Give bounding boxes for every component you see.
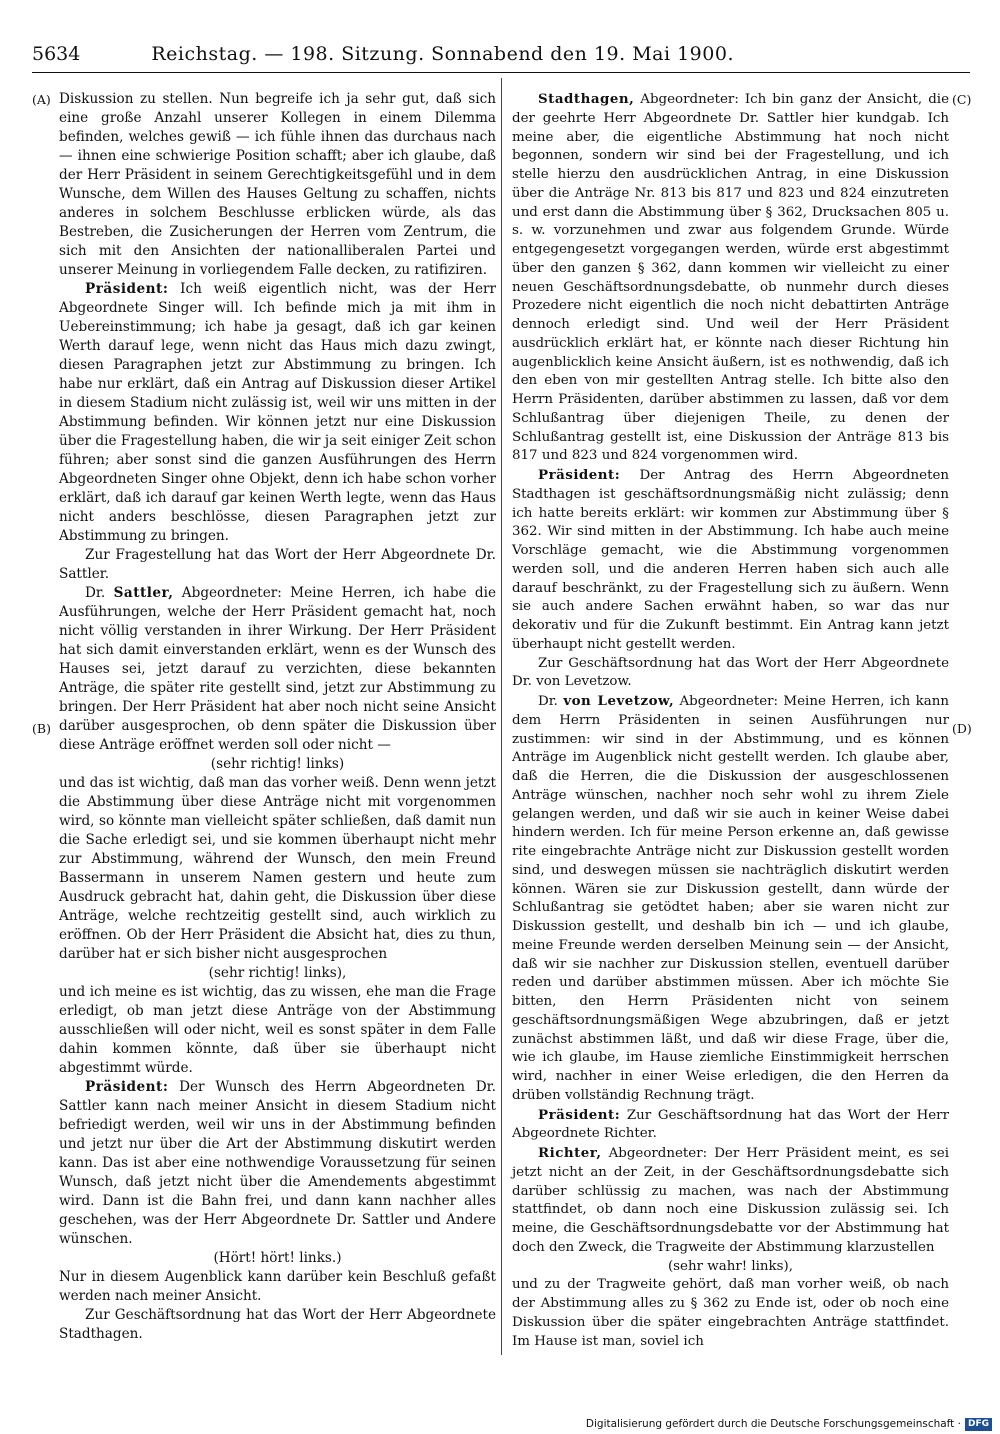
margin-marker-b: (B) xyxy=(32,721,51,736)
speaker-name: Präsident: xyxy=(85,1079,169,1095)
column-divider xyxy=(501,78,502,1355)
interjection: (sehr wahr! links), xyxy=(667,1258,794,1274)
speaker-name: Präsident: xyxy=(85,281,169,297)
margin-marker-c: (C) xyxy=(952,92,972,107)
speaker-name: von Levetzow, xyxy=(563,693,675,709)
paragraph: Zur Fragestellung hat das Wort der Herr Abgeordnete Dr. Sattler. xyxy=(59,547,496,582)
paragraph xyxy=(512,1144,949,1258)
paragraph xyxy=(59,584,496,755)
speaker-title: Dr. xyxy=(538,694,564,709)
speaker-name: Stadthagen, xyxy=(538,91,635,107)
left-column xyxy=(59,90,496,1344)
interjection: (sehr richtig! links), xyxy=(208,965,347,981)
speaker-title: Dr. xyxy=(85,585,114,601)
paragraph xyxy=(59,1078,496,1249)
interjection: (sehr richtig! links) xyxy=(210,756,345,772)
speaker-name: Richter, xyxy=(538,1145,602,1161)
paragraph: Zur Geschäftsordnung hat das Wort der Herr Abgeordnete Stadthagen. xyxy=(59,1307,496,1342)
page-number: 5634 xyxy=(32,43,81,65)
speech-text: Abgeordneter: Meine Herren, ich kann dem Herrn Präsidenten in seinen Ausführungen nur zustimmen: wir sind in der Abstimmung, und es können Anträge im Augenblick nicht gestellt werden. Ich glaube aber, daß die Herren, die die Diskussion der ausgeschlossenen Anträge wünschen, nachher noch sehr wohl zu ihrem Ziele gelangen werden, und daß wir sie auch in keiner Weise dabei hindern werden. Ich für meine Person erkenne an, daß gewisse rite eingebrachte Anträge nicht zur Diskussion gestellt worden sind, und deswegen müssen sie nachträglich diskutirt werden können. Wären sie zur Diskussion gestellt, dann würde der Schlußantrag sie getödtet haben; aber sie waren nicht zur Diskussion gestellt, und deshalb bin ich — und ich glaube, meine Freunde werden derselben Meinung sein — der Ansicht, daß wir sie nachher zur Diskussion stellen, eventuell darüber reden und darüber abstimmen müssen. Aber ich möchte Sie bitten, den Herrn Präsidenten nicht von seinem geschäftsordnungsmäßigen Wege abzubringen, daß er jetzt zunächst abstimmen läßt, und daß wir diese Frage, über die, wie ich glaube, im Hause ziemliche Einstimmigkeit herrschen wird, nachher in einer Weise erledigen, die den Herren da drüben vollständig Rechnung trägt. xyxy=(512,694,949,1103)
speech-text: Abgeordneter: Der Herr Präsident meint, es sei jetzt nicht an der Zeit, in der Geschäftsordnungsdebatte sich darüber schlüssig zu machen, was nach der Abstimmung stattfindet, ob dann noch eine Diskussion zulässig sei. Ich meine, die Geschäftsordnungsdebatte vor der Abstimmung hat doch den Zweck, die Tragweite der Abstimmung klarzustellen xyxy=(512,1146,949,1255)
page-header xyxy=(32,40,734,68)
interjection: (Hört! hört! links.) xyxy=(213,1250,342,1266)
paragraph: Zur Geschäftsordnung hat das Wort der Herr Abgeordnete Dr. von Levetzow. xyxy=(512,655,949,690)
paragraph xyxy=(512,466,949,655)
paragraph xyxy=(512,1106,949,1145)
dfg-logo: DFG xyxy=(965,1418,992,1431)
margin-marker-a: (A) xyxy=(32,92,51,107)
speech-text: Abgeordneter: Meine Herren, ich habe die Ausführungen, welche der Herr Präsident gemacht hat, noch nicht völlig verstanden in ihrer Wirkung. Der Herr Präsident hat sich damit einverstanden erklärt, wenn es der Wunsch des Hauses sei, jetzt darauf zu verzichten, diese bekannten Anträge, die später rite gestellt sind, jetzt zur Abstimmung zu bringen. Der Herr Präsident hat aber noch nicht seine Ansicht darüber ausgesprochen, ob denn später die Diskussion über diese Anträge eröffnet werden soll oder nicht — xyxy=(59,585,497,753)
paragraph: und das ist wichtig, daß man das vorher weiß. Denn wenn jetzt die Abstimmung über diese Anträge nicht mit vorgenommen wird, so könnte man vielleicht später schließen, daß damit nun die Sache erledigt sei, und sie kommen überhaupt nicht mehr zur Abstimmung, während der Wunsch, den mein Freund Bassermann in unserem Namen gestern und heute zum Ausdruck gebracht hat, dahin geht, die Diskussion über diese Anträge, welche rechtzeitig gestellt sind, auch wirklich zu eröffnen. Ob der Herr Präsident die Absicht hat, dies zu thun, darüber hat er sich bisher nicht ausgesprochen xyxy=(59,775,496,962)
speaker-name: Präsident: xyxy=(538,467,621,483)
speaker-name: Sattler, xyxy=(113,585,174,601)
right-column xyxy=(512,90,949,1351)
header-rule xyxy=(32,72,970,73)
paragraph: Nur in diesem Augenblick kann darüber kein Beschluß gefaßt werden nach meiner Ansicht. xyxy=(59,1269,496,1304)
footer-text: Digitalisierung gefördert durch die Deutsche Forschungsgemeinschaft · xyxy=(585,1418,961,1430)
speech-text: Zur Geschäftsordnung hat das Wort der Herr Abgeordnete Richter. xyxy=(512,1107,949,1142)
speech-text: Ich weiß eigentlich nicht, was der Herr Abgeordnete Singer will. Ich befinde mich ja mit ihm in Uebereinstimmung; ich habe ja gesagt, daß ich gar keinen Werth darauf lege, wenn nicht das Haus mich dazu zwingt, diesen Paragraphen jetzt zur Abstimmung zu bringen. Ich habe nur erklärt, daß ein Antrag auf Diskussion dieser Artikel in diesem Stadium nicht zulässig ist, weil wir uns mitten in der Abstimmung befinden. Wir können jetzt nur eine Diskussion über die Fragestellung haben, die wir ja seit einiger Zeit schon führen; aber sonst sind die ganzen Ausführungen des Herrn Abgeordneten Singer ohne Objekt, denn ich habe schon vorher erklärt, daß ich darauf gar keinen Werth legte, wenn das Haus nicht anders beschlösse, diesen Paragraphen jetzt zur Abstimmung zu bringen. xyxy=(59,281,496,544)
speech-text: Abgeordneter: Ich bin ganz der Ansicht, die der geehrte Herr Abgeordnete Dr. Sattler hier kundgab. Ich meine aber, die eigentliche Abstimmung hat noch nicht begonnen, sondern wir sind bei der Fragestellung, und ich stelle hierzu den ausdrücklichen Antrag, in eine Diskussion über die Anträge Nr. 813 bis 817 und 823 und 824 einzutreten und erst dann die Abstimmung über § 362, Drucksachen 805 u. s. w. vorzunehmen und zwar aus folgendem Grunde. Würde entgegengesetzt vorgegangen werden, würde erst abgestimmt über den ganzen § 362, dann kommen wir vielleicht zu einer neuen Geschäftsordnungsdebatte, ob nunmehr durch dieses Prozedere nicht eigentlich die noch nicht debattirten Anträge dennoch erledigt sind. Und weil der Herr Präsident ausdrücklich erklärt hat, er könnte nach dieser Richtung hin augenblicklich keine Ansicht äußern, ist es nothwendig, daß ich den eben von mir gestellten Antrag stelle. Ich bitte also den Herrn Präsidenten, darüber abstimmen zu lassen, daß vor dem Schlußantrag über diejenigen Theile, zu denen der Schlußantrag gestellt ist, eine Diskussion der Anträge 813 bis 817 und 823 und 824 vorgenommen wird. xyxy=(512,92,949,464)
paragraph xyxy=(512,90,949,466)
margin-marker-d: (D) xyxy=(952,721,972,736)
paragraph: und ich meine es ist wichtig, das zu wissen, ehe man die Frage erledigt, ob man jetzt diese Anträge von der Abstimmung ausschließen will oder nicht, weil es sonst später in dem Falle dahin kommen könnte, daß über sie überhaupt nicht abgestimmt würde. xyxy=(59,984,496,1076)
speech-text: Der Wunsch des Herrn Abgeordneten Dr. Sattler kann nach meiner Ansicht in diesem Stadium nicht befriedigt werden, weil wir uns in der Abstimmung befinden und jetzt nur über die Art der Abstimmung diskutirt werden kann. Das ist aber eine nothwendige Voraussetzung für seinen Wunsch, daß jetzt nicht über die Amendements abgestimmt wird. Dann ist die Bahn frei, und dann kann nachher alles geschehen, was der Herr Abgeordnete Dr. Sattler und Andere wünschen. xyxy=(59,1079,496,1247)
speaker-name: Präsident: xyxy=(538,1106,621,1123)
paragraph xyxy=(59,280,496,546)
funding-footer xyxy=(586,1417,992,1431)
paragraph xyxy=(512,692,949,1106)
page-title: Reichstag. — 198. Sitzung. Sonnabend den 19. Mai 1900. xyxy=(151,43,734,65)
speech-text: Der Antrag des Herrn Abgeordneten Stadthagen ist geschäftsordnungsmäßig nicht zulässig; denn ich hatte bereits erklärt: wir kommen zur Abstimmung über § 362. Wir sind mitten in der Abstimmung. Ich habe auch meine Vorschläge gemacht, wie die Abstimmung vorgenommen werden soll, und die anderen Herren haben sich auch alle darauf beschränkt, zu der Fragestellung sich zu äußern. Wenn sie auch andere Sachen erwähnt haben, so war das nur dekorativ und für die Zukunft bestimmt. Ein Antrag kann jetzt überhaupt nicht gestellt werden. xyxy=(512,468,949,652)
paragraph: und zu der Tragweite gehört, daß man vorher weiß, ob nach der Abstimmung alles zu § 362 zu Ende ist, oder ob noch eine Diskussion über die später eingebrachten Anträge stattfindet. Im Hause ist man, soviel ich xyxy=(512,1277,949,1349)
paragraph: Diskussion zu stellen. Nun begreife ich ja sehr gut, daß sich eine große Anzahl unserer Kollegen in einem Dilemma befinden, welches gewiß — ich fühle ihnen das durchaus nach — ihnen eine schwierige Position schafft; aber ich glaube, daß der Herr Präsident in seinem Gerechtigkeitsgefühl und in dem Wunsche, dem Willen des Hauses Geltung zu schaffen, nichts anderes in solchem Beschlusse erblicken würde, als das Bestreben, die Zusicherungen der Herren vom Zentrum, die sich mit den Ansichten der nationalliberalen Partei und unserer Meinung in vorliegendem Falle decken, zu ratifiziren. xyxy=(59,91,496,278)
